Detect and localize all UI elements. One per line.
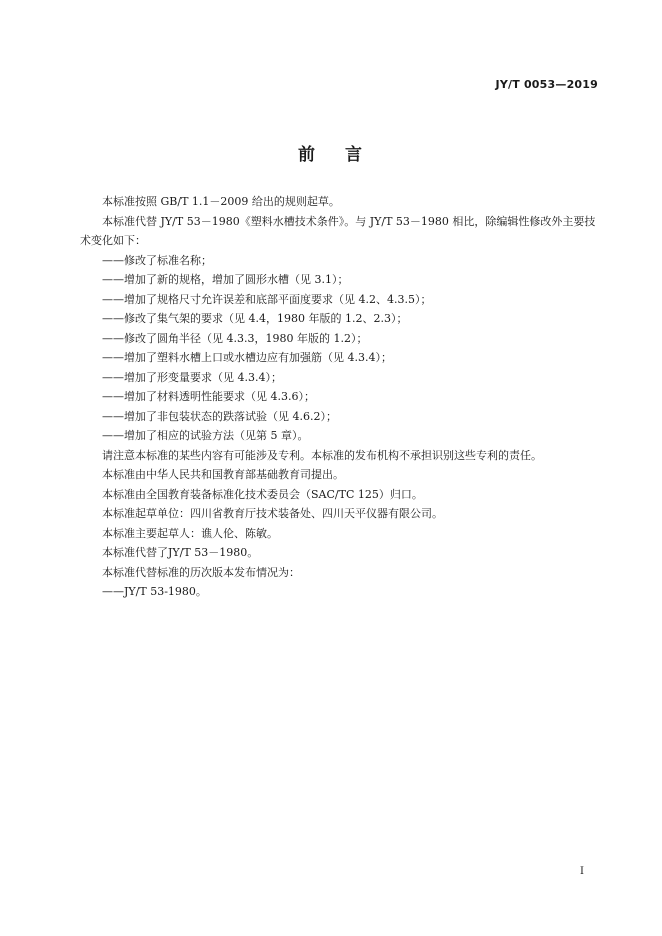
change-item: ——增加了形变量要求（见 4.3.4）； bbox=[102, 370, 282, 384]
paragraph-drafting-rules: 本标准按照 GB/T 1.1－2009 给出的规则起草。 bbox=[102, 195, 340, 208]
paragraph-drafters: 本标准主要起草人：谯人伦、陈敏。 bbox=[102, 526, 278, 540]
standard-code: JY/T 0053—2019 bbox=[495, 78, 598, 91]
change-item: ——修改了标准名称； bbox=[102, 253, 212, 267]
title-char-1: 前 bbox=[298, 145, 317, 165]
change-item: ——增加了塑料水槽上口或水槽边应有加强筋（见 4.3.4）； bbox=[102, 351, 392, 364]
paragraph-replacement: 本标准代替 JY/T 53－1980《塑料水槽技术条件》。与 JY/T 53－1980 相比，除编辑性修改外主要技术变化如下： bbox=[80, 214, 596, 247]
paragraph-history: 本标准代替标准的历次版本发布情况为： bbox=[102, 565, 300, 579]
paragraph-patent-notice: 请注意本标准的某些内容有可能涉及专利。本标准的发布机构不承担识别这些专利的责任。 bbox=[102, 448, 542, 462]
page-number: I bbox=[580, 866, 584, 877]
change-item: ——增加了非包装状态的跌落试验（见 4.6.2）； bbox=[102, 409, 337, 423]
history-item: ——JY/T 53-1980。 bbox=[102, 585, 207, 598]
paragraph-drafting-units: 本标准起草单位：四川省教育厅技术装备处、四川天平仪器有限公司。 bbox=[102, 507, 443, 520]
page-title bbox=[0, 140, 662, 165]
change-item: ——增加了材料透明性能要求（见 4.3.6）； bbox=[102, 390, 315, 403]
change-item: ——增加了新的规格，增加了圆形水槽（见 3.1）； bbox=[102, 273, 349, 286]
paragraph-proposer: 本标准由中华人民共和国教育部基础教育司提出。 bbox=[102, 468, 344, 481]
change-item: ——修改了圆角半径（见 4.3.3，1980 年版的 1.2）； bbox=[102, 331, 368, 345]
foreword-body bbox=[80, 192, 601, 602]
change-item: ——增加了规格尺寸允许误差和底部平面度要求（见 4.2、4.3.5）； bbox=[102, 292, 432, 306]
paragraph-committee: 本标准由全国教育装备标准化技术委员会（SAC/TC 125）归口。 bbox=[102, 487, 423, 501]
paragraph-replaces: 本标准代替了JY/T 53－1980。 bbox=[102, 546, 259, 559]
change-item: ——增加了相应的试验方法（见第 5 章）。 bbox=[102, 429, 309, 442]
change-item: ——修改了集气架的要求（见 4.4，1980 年版的 1.2、2.3）； bbox=[102, 312, 408, 325]
title-char-2: 言 bbox=[345, 145, 364, 165]
